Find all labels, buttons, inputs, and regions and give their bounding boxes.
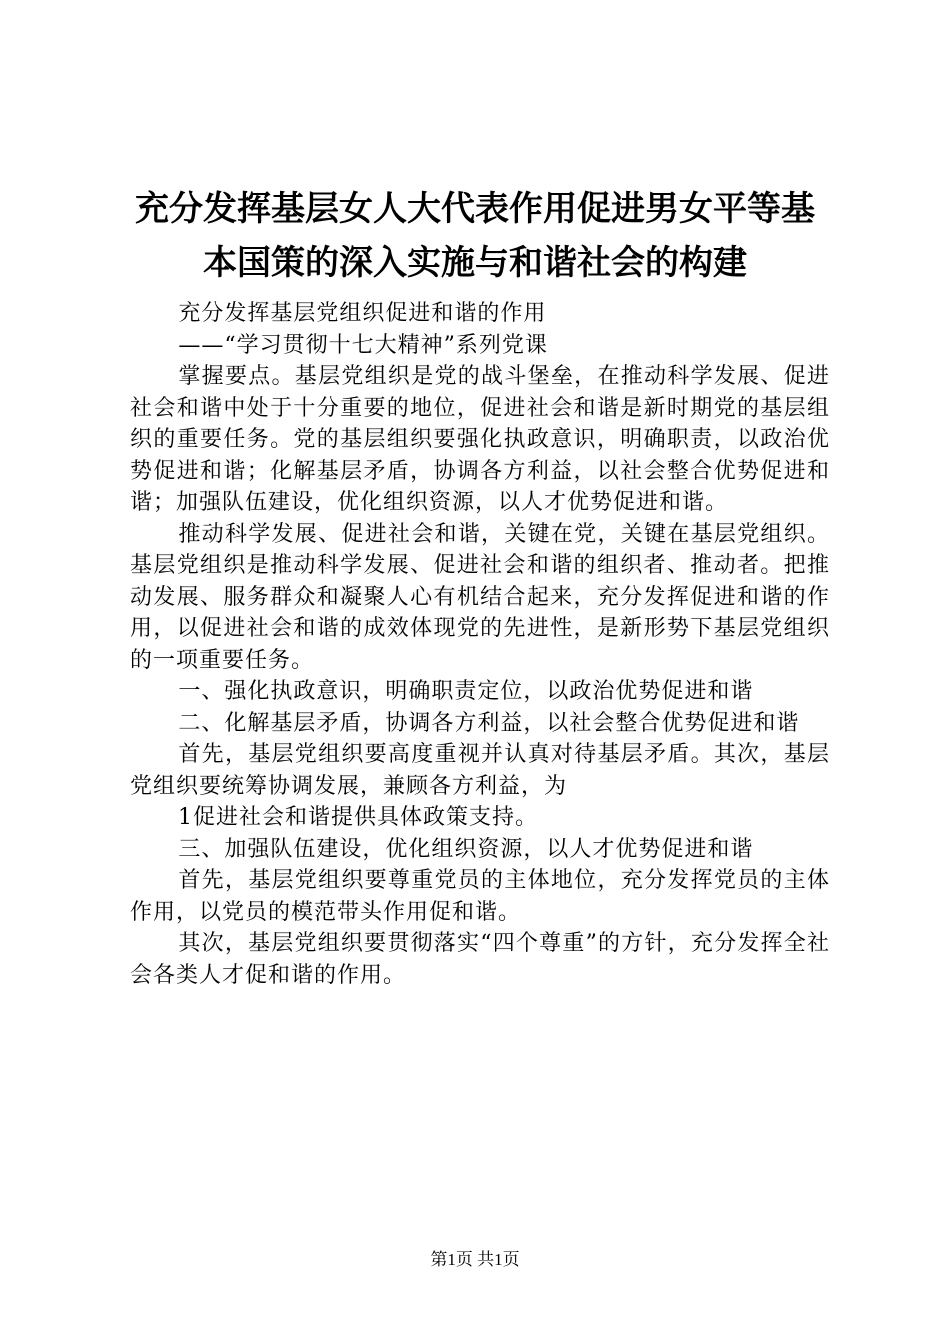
section-heading-1: 一、强化执政意识，明确职责定位，以政治优势促进和谐 — [178, 679, 754, 704]
subtitle-series: ——“学习贯彻十七大精神”系列党课 — [178, 332, 548, 358]
paragraph-intro: 推动科学发展、促进社会和谐，关键在党，关键在基层党组织。基层党组织是推动科学发展、促进社会和谐的组织者、推动者。把推动发展、服务群众和凝聚人心有机结合起来，充分发挥促进和谐的作用，以促进社会和谐的成效体现党的先进性，是新形势下基层党组织的一项重要任务。 — [130, 521, 830, 673]
page-footer: 第1页 共1页 — [430, 1250, 520, 1269]
paragraph-key-points: 掌握要点。基层党组织是党的战斗堡垒，在推动科学发展、促进社会和谐中处于十分重要的地位，促进社会和谐是新时期党的基层组织的重要任务。党的基层组织要强化执政意识，明确职责，以政治优势促进和谐；化解基层矛盾，协调各方利益，以社会整合优势促进和谐；加强队伍建设，优化组织资源，以人才优势促进和谐。 — [130, 364, 830, 515]
title-line-1: 充分发挥基层女人大代表作用促进男女平等基 — [135, 189, 815, 229]
section-heading-3: 三、加强队伍建设，优化组织资源，以人才优势促进和谐 — [178, 836, 754, 862]
paragraph-section-3-second: 其次，基层党组织要贯彻落实“四个尊重”的方针，充分发挥全社会各类人才促和谐的作用。 — [130, 931, 830, 988]
subtitle: 充分发挥基层党组织促进和谐的作用 — [178, 301, 547, 326]
document-title — [100, 182, 850, 290]
paragraph-section-2: 首先，基层党组织要高度重视并认真对待基层矛盾。其次，基层党组织要统筹协调发展，兼顾各方利益，为 — [130, 742, 830, 799]
title-line-2: 本国策的深入实施与和谐社会的构建 — [203, 243, 747, 283]
paragraph-continuation: 1促进社会和谐提供具体政策支持。 — [178, 805, 538, 830]
paragraph-section-3-first: 首先，基层党组织要尊重党员的主体地位，充分发挥党员的主体作用，以党员的模范带头作用促和谐。 — [130, 868, 830, 925]
document-body — [130, 298, 830, 991]
section-heading-2: 二、化解基层矛盾，协调各方利益，以社会整合优势促进和谐 — [178, 710, 800, 736]
